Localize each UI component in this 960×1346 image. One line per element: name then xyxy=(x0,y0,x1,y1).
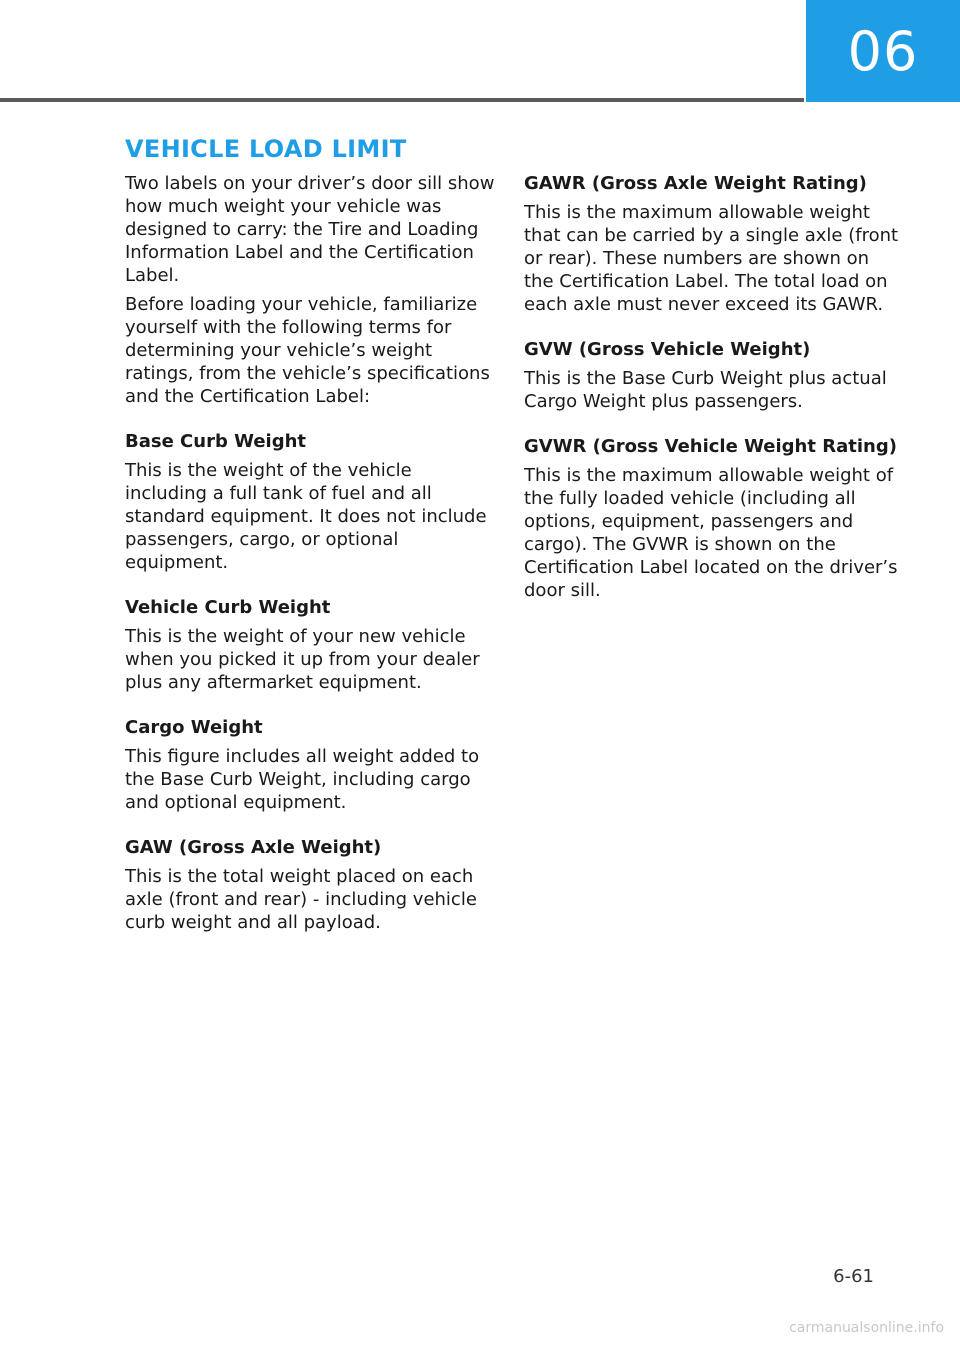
chapter-number: 06 xyxy=(847,19,919,83)
section-title: VEHICLE LOAD LIMIT xyxy=(125,135,407,163)
watermark: carmanualsonline.info xyxy=(789,1320,944,1336)
term-heading-cargo-weight: Cargo Weight xyxy=(125,717,263,738)
term-text-gvwr: This is the maximum allowable weight of the fully loaded vehicle (including all options, equipment, passengers and cargo). The GVWR is shown on the Certification Label located on the driver’s door sill. xyxy=(524,465,898,601)
page-number: 6-61 xyxy=(833,1266,874,1287)
term-heading-gaw: GAW (Gross Axle Weight) xyxy=(125,837,382,858)
intro-paragraph-2: Before loading your vehicle, familiarize yourself with the following terms for determining your vehicle’s weight ratings, from the vehicle’s specifications and the Certification Label: xyxy=(125,294,490,407)
intro-paragraph-1: Two labels on your driver’s door sill show how much weight your vehicle was designed to carry: the Tire and Loading Information Label and the Certification Label. xyxy=(125,173,495,286)
term-text-gawr: This is the maximum allowable weight that can be carried by a single axle (front or rear). These numbers are shown on the Certification Label. The total load on each axle must never exceed its GAWR. xyxy=(524,202,899,315)
term-text-base-curb-weight: This is the weight of the vehicle including a full tank of fuel and all standard equipment. It does not include passengers, cargo, or optional equipment. xyxy=(125,460,487,573)
term-heading-vehicle-curb-weight: Vehicle Curb Weight xyxy=(125,597,331,618)
term-text-cargo-weight: This figure includes all weight added to the Base Curb Weight, including cargo and optional equipment. xyxy=(125,746,480,813)
chapter-tab xyxy=(806,0,960,102)
term-text-vehicle-curb-weight: This is the weight of your new vehicle when you picked it up from your dealer plus any aftermarket equipment. xyxy=(125,626,480,693)
right-column xyxy=(524,172,899,608)
term-heading-gvw: GVW (Gross Vehicle Weight) xyxy=(524,339,811,360)
term-heading-gawr: GAWR (Gross Axle Weight Rating) xyxy=(524,173,867,194)
term-heading-base-curb-weight: Base Curb Weight xyxy=(125,431,307,452)
term-heading-gvwr: GVWR (Gross Vehicle Weight Rating) xyxy=(524,436,897,457)
header-rule xyxy=(0,98,804,102)
term-text-gaw: This is the total weight placed on each axle (front and rear) - including vehicle curb weight and all payload. xyxy=(125,866,477,933)
term-text-gvw: This is the Base Curb Weight plus actual Cargo Weight plus passengers. xyxy=(524,368,887,412)
left-column xyxy=(125,172,495,940)
